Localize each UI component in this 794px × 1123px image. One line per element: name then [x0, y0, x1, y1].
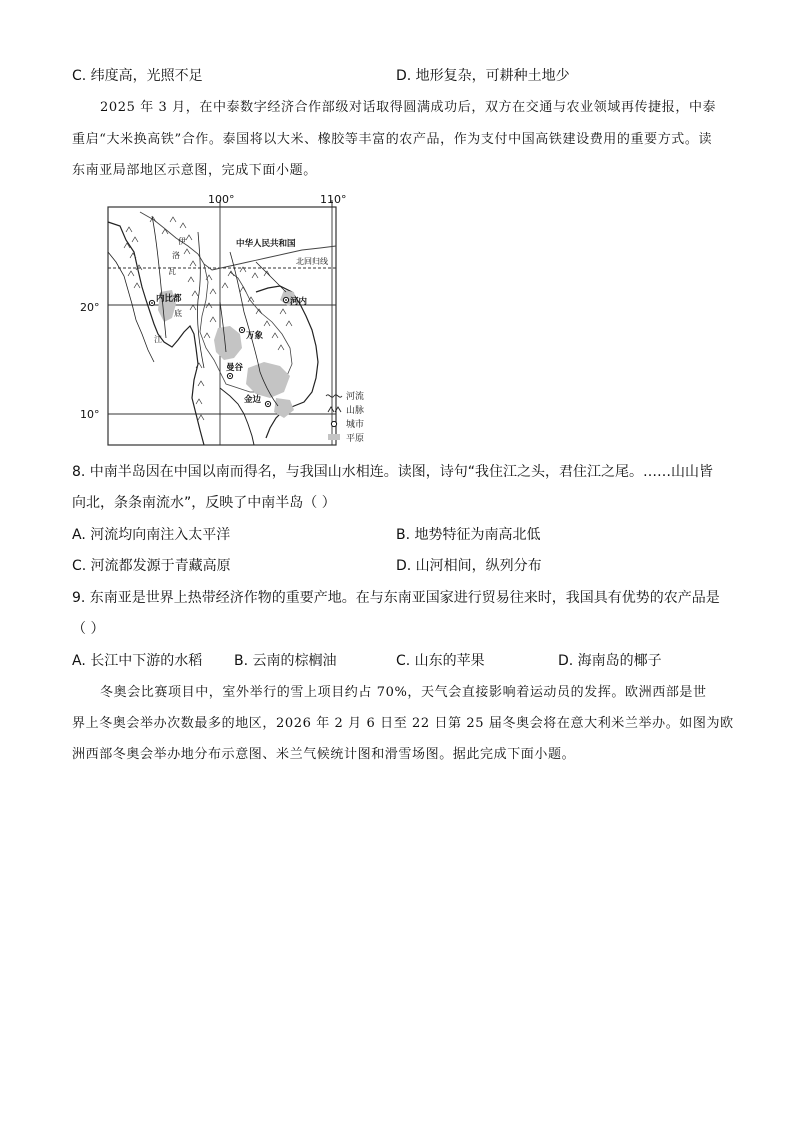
- river-char-1: 伊: [178, 237, 186, 246]
- svg-text:河流: 河流: [346, 392, 365, 402]
- lon-label-110: 110°: [320, 193, 347, 206]
- q9-option-d[interactable]: D. 海南岛的椰子: [558, 653, 662, 669]
- q9-option-c[interactable]: C. 山东的苹果: [396, 653, 485, 669]
- tropic-label: 北回归线: [296, 257, 328, 266]
- q8-option-b[interactable]: B. 地势特征为南高北低: [396, 527, 541, 543]
- river-char-5: 江: [154, 335, 162, 344]
- option-c-prev: C. 纬度高，光照不足: [72, 68, 203, 84]
- passage1-line1: 2025 年 3 月，在中泰数字经济合作部级对话取得圆满成功后，双方在交通与农业领域再传捷报，中泰: [100, 100, 717, 115]
- svg-text:曼谷: 曼谷: [226, 363, 244, 373]
- river-char-2: 洛: [172, 251, 180, 260]
- lon-label-100: 100°: [208, 193, 235, 206]
- passage1-line3: 东南亚局部地区示意图，完成下面小题。: [72, 163, 317, 178]
- passage2-line1: 冬奥会比赛项目中，室外举行的雪上项目约占 70%，天气会直接影响着运动员的发挥。欧洲西部是世: [100, 685, 707, 700]
- river-char-3: 瓦: [168, 267, 176, 276]
- svg-text:平原: 平原: [346, 434, 365, 444]
- q9-option-b[interactable]: B. 云南的棕榈油: [234, 653, 337, 669]
- q9-option-a[interactable]: A. 长江中下游的水稻: [72, 653, 203, 669]
- option-d-prev: D. 地形复杂，可耕种土地少: [396, 68, 570, 84]
- country-label: 中华人民共和国: [236, 239, 296, 249]
- passage2-line2: 界上冬奥会举办次数最多的地区，2026 年 2 月 6 日至 22 日第 25 届冬奥会将在意大利米兰举办。如图为欧: [72, 716, 734, 731]
- svg-text:山脉: 山脉: [346, 406, 365, 416]
- q8-stem-line2: 向北，条条南流水”，反映了中南半岛（ ）: [72, 495, 336, 511]
- svg-text:河内: 河内: [290, 297, 308, 307]
- passage1-line2: 重启“大米换高铁”合作。泰国将以大米、橡胶等丰富的农产品，作为支付中国高铁建设费用的重要方式。读: [72, 132, 713, 147]
- legend-plain-icon: [328, 434, 340, 440]
- svg-text:城市: 城市: [346, 420, 365, 430]
- q9-stem-line2: （ ）: [72, 621, 105, 637]
- legend-city-icon: [331, 421, 336, 426]
- q8-option-a[interactable]: A. 河流均向南注入太平洋: [72, 527, 231, 543]
- q8-option-d[interactable]: D. 山河相间，纵列分布: [396, 558, 542, 574]
- river-char-4: 底: [174, 309, 182, 318]
- svg-text:万象: 万象: [246, 331, 264, 341]
- svg-text:金边: 金边: [244, 395, 262, 405]
- lat-label-20: 20°: [80, 301, 100, 314]
- passage2-line3: 洲西部冬奥会举办地分布示意图、米兰气候统计图和滑雪场图。据此完成下面小题。: [72, 747, 576, 762]
- q9-stem-line1: 9. 东南亚是世界上热带经济作物的重要产地。在与东南亚国家进行贸易往来时，我国具有优势的农产品是: [72, 590, 720, 606]
- southeast-asia-map: [80, 192, 365, 448]
- q8-stem-line1: 8. 中南半岛因在中国以南而得名，与我国山水相连。读图，诗句“我住江之头，君住江之尾。……山山皆: [72, 464, 714, 480]
- svg-text:内比都: 内比都: [156, 294, 182, 304]
- map-frame: [108, 207, 336, 445]
- lat-label-10: 10°: [80, 408, 100, 421]
- q8-option-c[interactable]: C. 河流都发源于青藏高原: [72, 558, 231, 574]
